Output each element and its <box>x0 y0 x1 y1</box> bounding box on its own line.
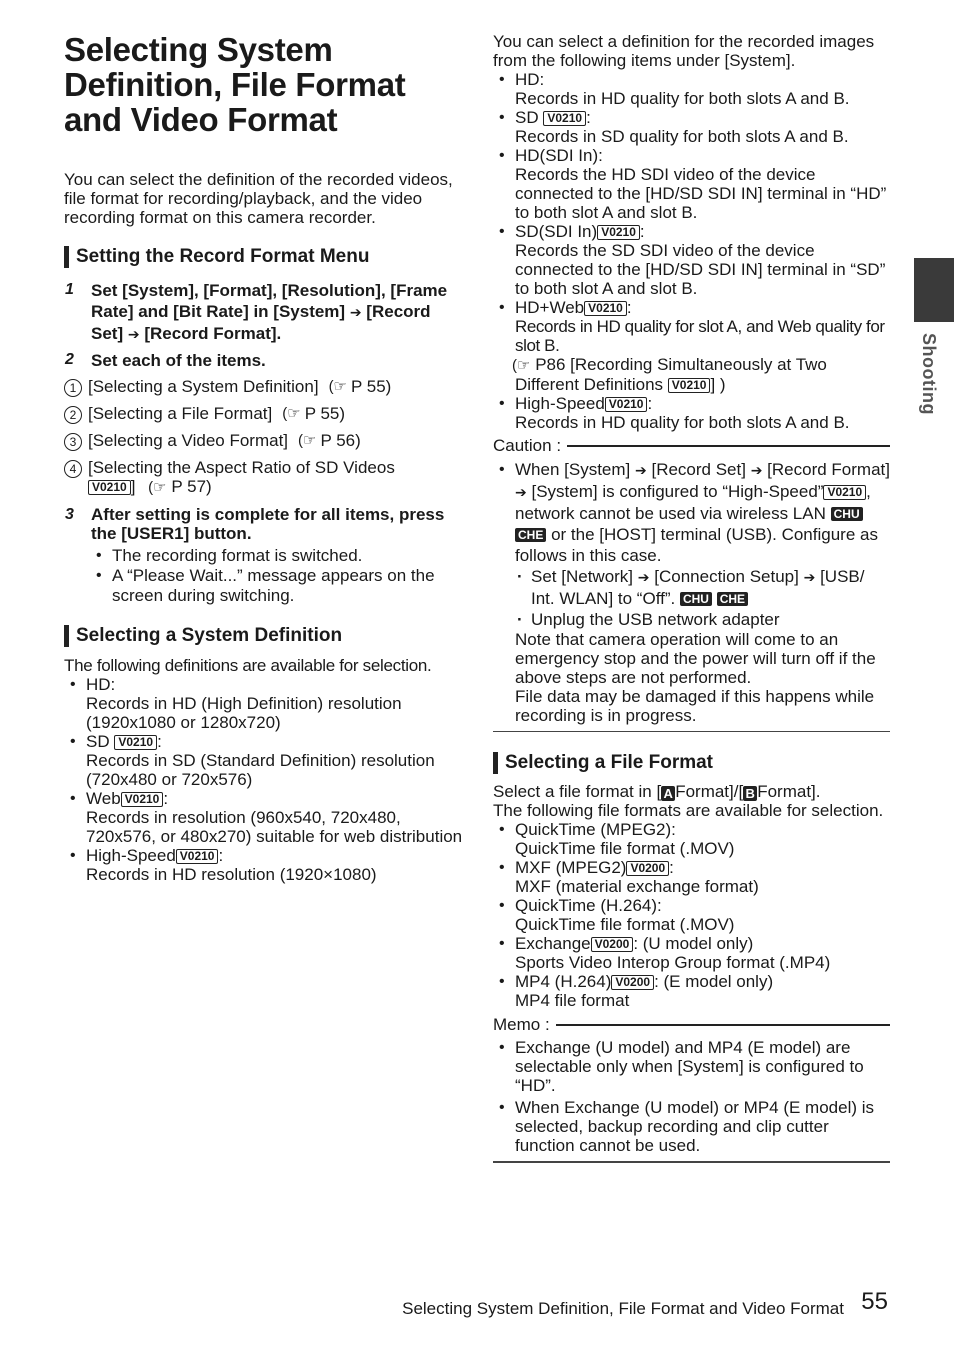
list-item <box>493 820 890 858</box>
list-item <box>493 858 890 896</box>
list-item: • HD+Web V0210 : Records in HD quality for slot A, and Web quality for slot B. (☞ P86 [Recording Simultaneously at Two Different Definitions V0210 ] ) <box>493 298 890 394</box>
item-suffix: : <box>669 858 674 877</box>
memo-rule <box>556 1024 890 1026</box>
chapter-tab <box>914 258 954 322</box>
caution-text: When [System] <box>515 460 631 479</box>
intro-text: Format]/[ <box>675 782 744 801</box>
item-desc: QuickTime file format (.MOV) <box>515 915 735 934</box>
item-name: MP4 (H.264) <box>515 972 612 991</box>
caution-step-text: Set [Network] <box>531 567 634 586</box>
version-badge: V0200 <box>591 937 634 952</box>
caution-step <box>515 566 890 609</box>
item-suffix: : (U model only) <box>633 934 754 953</box>
item-name: Web <box>86 789 121 808</box>
page-ref: P 55) <box>304 404 346 423</box>
footer-title: Selecting System Definition, File Format and Video Format <box>402 1299 844 1318</box>
right-arrow-icon: ➔ <box>637 569 650 585</box>
item-suffix: : (E model only) <box>654 972 774 991</box>
file-format-list <box>493 820 890 1010</box>
item-desc: QuickTime file format (.MOV) <box>515 839 735 858</box>
page-number: 55 <box>861 1288 888 1315</box>
list-item <box>493 146 890 222</box>
item-name: High-Speed <box>515 394 605 413</box>
version-badge: V0210 <box>543 111 586 126</box>
step-1-text-a: Set [System], [Format], [Resolution], [Frame Rate] and [Bit Rate] in [System] <box>91 281 448 321</box>
right-column <box>493 32 890 1163</box>
item-desc: Records in HD (High Definition) resolution (1920x1080 or 1280x720) <box>86 694 402 732</box>
page-ref: P 56) <box>320 431 361 450</box>
caution-text: [Record Set] <box>651 460 746 479</box>
list-item <box>493 459 890 725</box>
section-heading-record-format-menu: Setting the Record Format Menu <box>64 246 464 268</box>
system-intro: You can select a definition for the recorded images from the following items under [System]. <box>493 32 875 70</box>
list-item <box>493 70 890 108</box>
sub-item-text: [Selecting a System Definition] <box>88 377 319 396</box>
list-item <box>64 675 464 732</box>
page-title: Selecting System Definition, File Format and Video Format <box>64 31 406 138</box>
memo-label: Memo : <box>493 1015 550 1034</box>
sub-item-text-end: ] <box>130 477 136 496</box>
che-badge: CHE <box>717 592 748 606</box>
slot-b-icon: B <box>743 786 757 801</box>
item-name: HD(SDI In): <box>515 146 603 165</box>
item-desc: MP4 file format <box>515 991 630 1010</box>
chu-badge: CHU <box>831 507 863 521</box>
item-desc: Records in HD quality for both slots A and B. <box>515 89 850 108</box>
item-name: SD <box>86 732 110 751</box>
item-name: MXF (MPEG2) <box>515 858 627 877</box>
version-badge: V0210 <box>584 301 627 316</box>
step-3-bullets <box>90 546 464 606</box>
version-badge: V0210 <box>605 397 648 412</box>
list-item: • High-Speed V0210 : Records in HD quality for both slots A and B. <box>493 394 890 432</box>
item-name: QuickTime (H.264): <box>515 896 662 915</box>
caution-note: Note that camera operation will come to an emergency stop and the power will turn off if the above steps are not performed. <box>515 630 876 687</box>
caution-note: File data may be damaged if this happens while recording is in progress. <box>515 687 875 725</box>
item-desc: Records in HD quality for both slots A and B. <box>515 413 850 432</box>
right-arrow-icon: ➔ <box>635 462 647 478</box>
step-number: 3 <box>65 506 74 523</box>
item-desc: Records in HD resolution (1920×1080) <box>86 865 377 884</box>
item-desc: Sports Video Interop Group format (.MP4) <box>515 953 831 972</box>
list-item: • The recording format is switched. <box>90 546 464 566</box>
system-definition-intro: The following definitions are available for selection. <box>64 656 432 675</box>
file-format-intro <box>493 782 890 801</box>
list-item: • Exchange (U model) and MP4 (E model) are selectable only when [System] is configured to “HD”. <box>493 1038 890 1095</box>
che-badge: CHE <box>515 528 546 542</box>
step-1-text-b: [Record Set] <box>91 302 431 343</box>
item-desc: Records the HD SDI video of the device connected to the [HD/SD SDI IN] terminal in “HD” to both slot A and slot B. <box>515 165 887 222</box>
right-arrow-icon: ➔ <box>515 484 527 500</box>
version-badge: V0210 <box>114 735 157 750</box>
sub-item-4 <box>64 458 464 497</box>
list-item <box>493 896 890 934</box>
item-desc: Records the SD SDI video of the device connected to the [HD/SD SDI IN] terminal in “SD” to both slot A and slot B. <box>515 241 886 298</box>
item-desc: MXF (material exchange format) <box>515 877 759 896</box>
item-name: HD: <box>515 70 545 89</box>
list-item: • High-Speed V0210 : Records in HD resolution (1920×1080) <box>64 846 464 884</box>
item-name: SD(SDI In) <box>515 222 598 241</box>
caution-header <box>493 436 890 455</box>
version-badge: V0200 <box>626 861 669 876</box>
chu-badge: CHU <box>680 592 712 606</box>
caution-list <box>493 459 890 725</box>
circled-number: 1 <box>64 379 82 397</box>
right-arrow-icon: ➔ <box>127 326 140 342</box>
item-name: QuickTime (MPEG2): <box>515 820 676 839</box>
circled-number: 4 <box>64 460 82 478</box>
step-2-text: Set each of the items. <box>91 351 266 370</box>
circled-number: 2 <box>64 406 82 424</box>
step-1-text-c: [Record Format]. <box>144 324 282 343</box>
step-number: 2 <box>65 351 74 368</box>
file-format-intro-2: The following file formats are available for selection. <box>493 801 884 820</box>
caution-text: [Record Format] <box>767 460 890 479</box>
circled-number: 3 <box>64 433 82 451</box>
item-desc: Records in SD quality for both slots A and B. <box>515 127 849 146</box>
page-ref: P 55) <box>351 377 392 396</box>
list-item: • SD V0210 : Records in SD quality for both slots A and B. <box>493 108 890 146</box>
list-item: • SD V0210 : Records in SD (Standard Definition) resolution (720x480 or 720x576) <box>64 732 464 789</box>
memo-bottom-rule <box>493 1161 890 1163</box>
list-item: • When Exchange (U model) or MP4 (E model) is selected, backup recording and clip cutter function cannot be used. <box>493 1098 890 1155</box>
caution-text: , network cannot be used via wireless LAN <box>515 482 871 523</box>
item-name: Exchange <box>515 934 591 953</box>
item-desc: Records in SD (Standard Definition) resolution (720x480 or 720x576) <box>86 751 435 789</box>
intro-paragraph: You can select the definition of the recorded videos, file format for recording/playback, and the video recording format on this camera recorder. <box>64 170 453 227</box>
memo-header <box>493 1015 890 1034</box>
reference-icon: (☞ <box>148 479 167 496</box>
caution-rule <box>567 445 890 447</box>
version-badge: V0210 <box>668 378 711 393</box>
cross-reference: P86 [Recording Simultaneously at Two Different Definitions <box>515 355 827 394</box>
reference-icon: (☞ <box>328 378 348 395</box>
memo-list <box>493 1038 890 1155</box>
sub-item-1 <box>64 377 464 397</box>
item-name: SD <box>515 108 539 127</box>
caution-label: Caution : <box>493 436 562 455</box>
reference-icon: (☞ <box>298 432 317 449</box>
intro-text: Format]. <box>757 782 821 801</box>
sub-item-text: [Selecting a Video Format] <box>88 431 289 450</box>
slot-a-icon: A <box>661 786 675 801</box>
caution-text: [System] is configured to “High-Speed” <box>531 482 824 501</box>
step-3 <box>64 505 464 543</box>
section-heading-file-format: Selecting a File Format <box>493 752 890 774</box>
list-item <box>493 972 890 1010</box>
system-list <box>493 70 890 432</box>
reference-icon: (☞ <box>512 357 531 374</box>
cross-reference-end: ] ) <box>710 375 726 394</box>
sub-item-text: [Selecting a File Format] <box>88 404 273 423</box>
step-2 <box>64 350 464 371</box>
page-ref: P 57) <box>171 477 212 496</box>
sub-item-text: [Selecting the Aspect Ratio of SD Videos <box>88 458 395 477</box>
version-badge: V0210 <box>121 792 164 807</box>
caution-step-text: [USB/ Int. WLAN] to “Off”. <box>531 567 865 608</box>
list-item: • A “Please Wait...” message appears on the screen during switching. <box>90 566 464 606</box>
item-name: HD+Web <box>515 298 585 317</box>
version-badge: V0210 <box>823 485 866 500</box>
step-number: 1 <box>65 281 74 298</box>
chapter-tab-label: Shooting <box>919 333 939 415</box>
list-item <box>493 934 890 972</box>
list-item: • Web V0210 : Records in resolution (960x540, 720x480, 720x576, or 480x270) suitable for web distribution <box>64 789 464 846</box>
item-name: High-Speed <box>86 846 176 865</box>
right-arrow-icon: ➔ <box>349 304 362 320</box>
caution-step-text: [Connection Setup] <box>654 567 799 586</box>
item-name: HD: <box>86 675 116 694</box>
right-arrow-icon: ➔ <box>750 462 763 478</box>
list-item: • SD(SDI In) V0210 : Records the SD SDI video of the device connected to the [HD/SD SDI IN] terminal in “SD” to both slot A and slot B. <box>493 222 890 298</box>
intro-text: Select a file format in [ <box>493 782 662 801</box>
sub-item-3 <box>64 431 464 451</box>
item-desc: Records in resolution (960x540, 720x480, 720x576, or 480x270) suitable for web distribution <box>86 808 463 846</box>
version-badge: V0200 <box>611 975 654 990</box>
caution-text: or the [HOST] terminal (USB). Configure as follows in this case. <box>515 525 878 565</box>
reference-icon: (☞ <box>282 405 301 422</box>
version-badge: V0210 <box>88 480 131 495</box>
sub-item-2 <box>64 404 464 424</box>
definition-list <box>64 675 464 884</box>
left-column <box>64 32 464 884</box>
section-heading-system-definition: Selecting a System Definition <box>64 625 464 647</box>
item-desc: Records in HD quality for slot A, and Web quality for slot B. <box>515 317 885 355</box>
right-arrow-icon: ➔ <box>803 569 816 585</box>
caution-bottom-rule <box>493 731 890 732</box>
version-badge: V0210 <box>176 849 219 864</box>
caution-step: · Unplug the USB network adapter <box>515 609 890 630</box>
step-3-text: After setting is complete for all items, press the [USER1] button. <box>91 505 445 543</box>
step-1 <box>64 280 464 345</box>
version-badge: V0210 <box>597 225 640 240</box>
